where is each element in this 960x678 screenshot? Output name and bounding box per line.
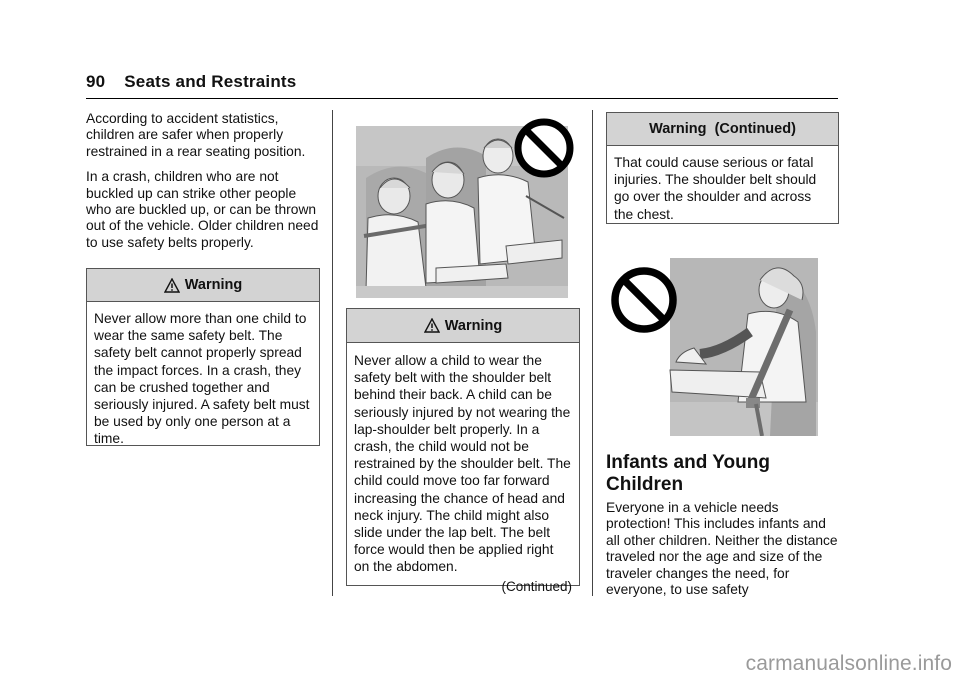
warning-title: Warning <box>184 277 243 293</box>
paragraph: In a crash, children who are not buckled up can strike other people who are buckled up, or can be thrown out of the vehicle. Older children need to use safety belts properly. <box>86 169 319 250</box>
continued-label: (Continued) <box>501 578 572 594</box>
paragraph: Everyone in a vehicle needs protection! This includes infants and all other children. Neither the distance traveled nor the age and size of the traveler changes the need, for everyone, to use safety <box>606 500 838 598</box>
section-heading: Infants and Young Children <box>606 452 770 495</box>
warning-title: Warning <box>444 317 503 334</box>
page-header <box>86 72 296 92</box>
watermark: carmanualsonline.info <box>745 652 952 675</box>
warning-header <box>347 309 579 343</box>
warning-box <box>346 308 580 594</box>
column-3-text <box>606 500 842 607</box>
warning-continued-box <box>606 112 839 224</box>
warning-body <box>347 343 579 601</box>
column-1 <box>86 111 322 260</box>
warning-header <box>607 113 838 146</box>
warning-body: That could cause serious or fatal injuries. The shoulder belt should go over the shoulder and across the chest. <box>614 155 817 222</box>
warning-triangle-icon <box>424 318 440 333</box>
section-title: Seats and Restraints <box>124 72 297 91</box>
header-rule <box>86 98 838 99</box>
warning-text: Never allow a child to wear the safety belt with the shoulder belt behind their back. A child can be seriously injured by not wearing the lap-shoulder belt properly. In a crash, the child would not be restrained by the shoulder belt. The child could move too far forward increasing the chance of head and neck injury. The child might also slide under the lap belt. The belt force would then be applied right on the abdomen. <box>354 353 571 575</box>
warning-body: Never allow more than one child to wear the same safety belt. The safety belt cannot properly spread the impact forces. In a crash, they can be crushed together and seriously injured. A safety belt must be used by only one person at a time. <box>94 311 310 447</box>
page-number: 90 <box>86 72 106 91</box>
child-seating-illustration <box>356 118 578 298</box>
warning-title: Warning (Continued) <box>649 121 796 137</box>
column-divider-2 <box>592 110 593 596</box>
column-divider-1 <box>332 110 333 596</box>
warning-box <box>86 268 320 446</box>
prohibited-icon <box>610 266 678 334</box>
paragraph: According to accident statistics, children are safer when properly restrained in a rear seating position. <box>86 111 306 159</box>
warning-triangle-icon <box>164 278 180 293</box>
shoulder-belt-illustration <box>610 252 820 436</box>
warning-header <box>87 269 319 302</box>
prohibited-icon <box>514 118 574 178</box>
